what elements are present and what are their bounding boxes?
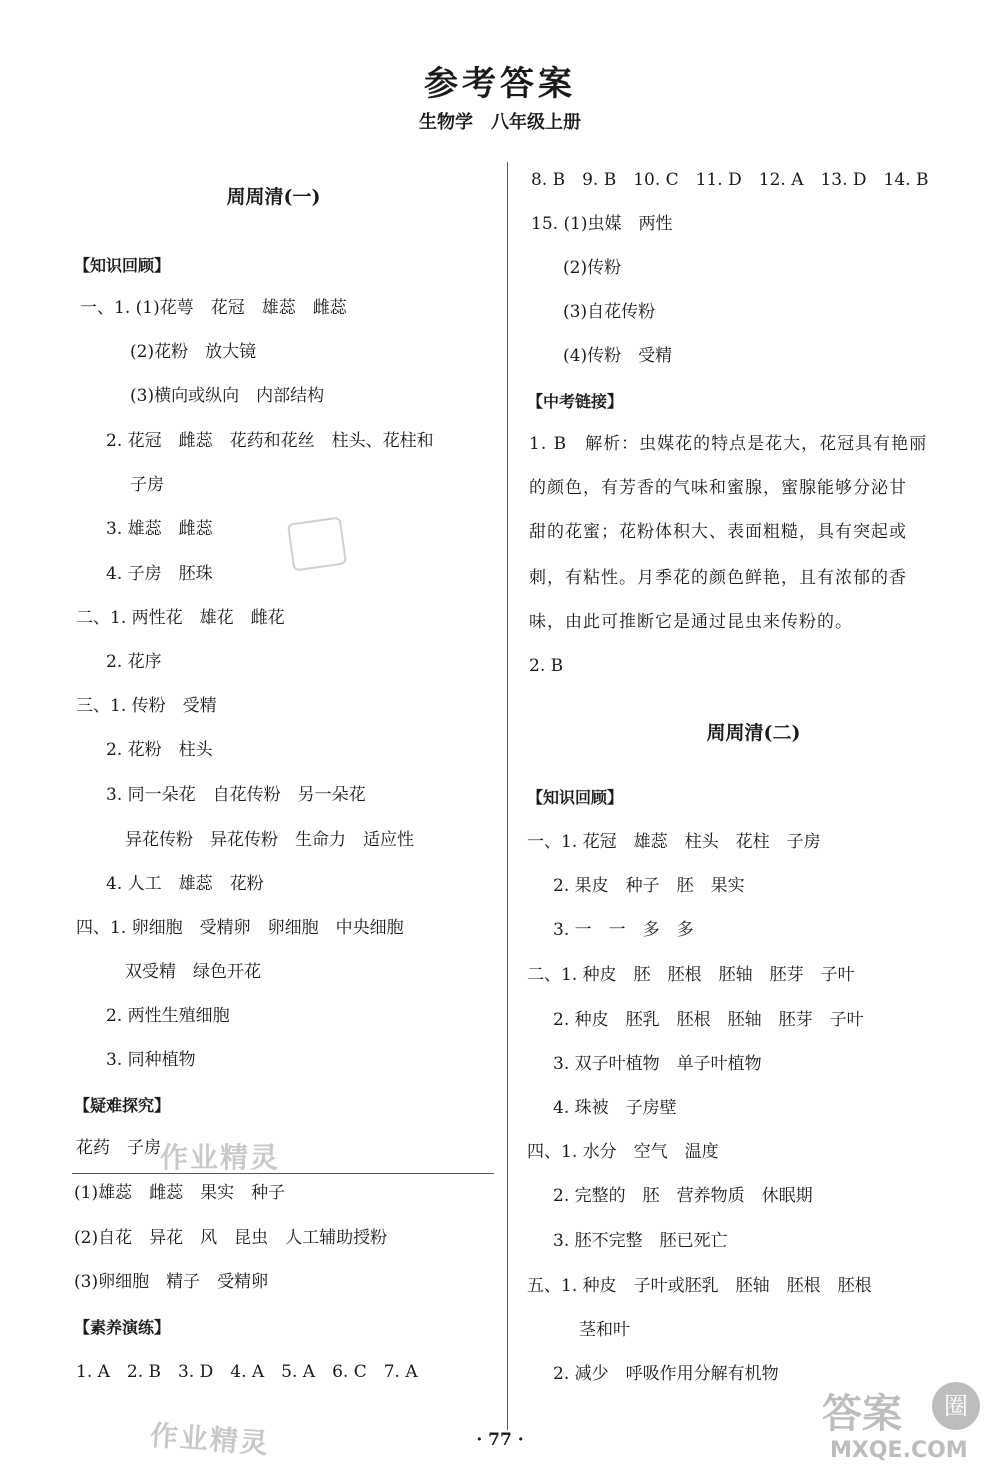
answer-line: 2. 果皮 种子 胚 果实 (553, 876, 745, 896)
answer-line: 4. 子房 胚珠 (106, 564, 213, 584)
column-divider (507, 162, 508, 1430)
answer-line: 2. 完整的 胚 营养物质 休眠期 (553, 1186, 813, 1206)
answer-line: 4. 人工 雄蕊 花粉 (106, 874, 264, 894)
answer-line: 1. B 解析：虫媒花的特点是花大，花冠具有艳丽 (529, 434, 928, 454)
answer-line: 3. 同种植物 (106, 1050, 196, 1070)
answer-line: 双受精 绿色开花 (125, 962, 261, 982)
stamp-watermark-icon (287, 516, 347, 571)
answer-line: 3. 同一朵花 自花传粉 另一朵花 (106, 785, 366, 805)
answer-line: 二、1. 种皮 胚 胚根 胚轴 胚芽 子叶 (527, 965, 855, 985)
answer-line: 三、1. 传粉 受精 (76, 696, 217, 716)
page-title: 参考答案 (424, 64, 576, 104)
answer-line: 甜的花蜜；花粉体积大、表面粗糙，具有突起或 (529, 522, 907, 542)
site-logo (822, 1378, 982, 1466)
answer-line: (2)传粉 (563, 258, 622, 278)
answer-line: (3)自花传粉 (563, 302, 656, 322)
answer-line: 四、1. 卵细胞 受精卵 卵细胞 中央细胞 (76, 918, 404, 938)
logo-text: 答案 (822, 1391, 902, 1437)
tag-knowledge-review-2: 【知识回顾】 (527, 788, 624, 807)
page-subtitle: 生物学 八年级上册 (419, 112, 581, 133)
watermark-text: 作业精灵 (160, 1141, 281, 1174)
section-title-week2: 周周清(二) (706, 722, 801, 744)
answer-line: 味，由此可推断它是通过昆虫来传粉的。 (529, 612, 853, 632)
answer-line: 四、1. 水分 空气 温度 (527, 1142, 719, 1162)
watermark-text: 作业精灵 (148, 1418, 271, 1461)
tag-difficult-explore: 【疑难探究】 (74, 1096, 171, 1115)
answer-line: 2. 减少 呼吸作用分解有机物 (553, 1364, 779, 1384)
answer-line: (3)卵细胞 精子 受精卵 (74, 1272, 269, 1292)
answer-line: 2. 两性生殖细胞 (106, 1006, 230, 1026)
answer-line: 2. 花冠 雌蕊 花药和花丝 柱头、花柱和 (106, 431, 434, 451)
answer-line: 15. (1)虫媒 两性 (531, 214, 673, 234)
answer-line: 二、1. 两性花 雄花 雌花 (76, 608, 285, 628)
answer-line: 2. 花粉 柱头 (106, 740, 213, 760)
answer-line: 2. 种皮 胚乳 胚根 胚轴 胚芽 子叶 (553, 1010, 864, 1030)
answer-line: 3. 双子叶植物 单子叶植物 (553, 1054, 762, 1074)
tag-knowledge-review: 【知识回顾】 (74, 256, 171, 275)
answer-line: 1. A 2. B 3. D 4. A 5. A 6. C 7. A (76, 1362, 418, 1382)
answer-line: 3. 雄蕊 雌蕊 (106, 519, 213, 539)
answer-line: 2. 花序 (106, 652, 162, 672)
answer-line: 茎和叶 (579, 1320, 630, 1340)
answer-line: (3)横向或纵向 内部结构 (130, 386, 325, 406)
page-number: · 77 · (476, 1430, 524, 1450)
answer-line: 刺，有粘性。月季花的颜色鲜艳，且有浓郁的香 (529, 568, 907, 588)
tag-practice: 【素养演练】 (74, 1318, 171, 1337)
answer-line: (2)自花 异花 风 昆虫 人工辅助授粉 (74, 1228, 388, 1248)
answer-line: 的颜色，有芳香的气味和蜜腺，蜜腺能够分泌甘 (529, 478, 907, 498)
answer-line: 一、1. (1)花萼 花冠 雄蕊 雌蕊 (80, 298, 347, 318)
tag-exam-link: 【中考链接】 (527, 392, 624, 411)
answer-line: (2)花粉 放大镜 (130, 342, 257, 362)
logo-circle-icon: 圈 (932, 1382, 980, 1430)
answer-line: (4)传粉 受精 (563, 346, 673, 366)
answer-line: 子房 (130, 475, 164, 495)
page-fold-line (72, 1173, 494, 1174)
answer-line: 异花传粉 异花传粉 生命力 适应性 (125, 830, 414, 850)
answer-line: 3. 胚不完整 胚已死亡 (553, 1231, 728, 1251)
answer-line: 2. B (529, 656, 564, 676)
answer-line: 五、1. 种皮 子叶或胚乳 胚轴 胚根 胚根 (527, 1276, 872, 1296)
section-title-week1: 周周清(一) (226, 186, 321, 208)
answer-line: 一、1. 花冠 雄蕊 柱头 花柱 子房 (527, 832, 821, 852)
answer-line: 3. 一 一 多 多 (553, 920, 694, 940)
answer-line: (1)雄蕊 雌蕊 果实 种子 (74, 1183, 286, 1203)
answer-line: 8. B 9. B 10. C 11. D 12. A 13. D 14. B (531, 170, 929, 190)
answer-line: 花药 子房 (76, 1138, 161, 1158)
answer-line: 4. 珠被 子房壁 (553, 1098, 677, 1118)
logo-url: MXQE.COM (830, 1438, 968, 1463)
